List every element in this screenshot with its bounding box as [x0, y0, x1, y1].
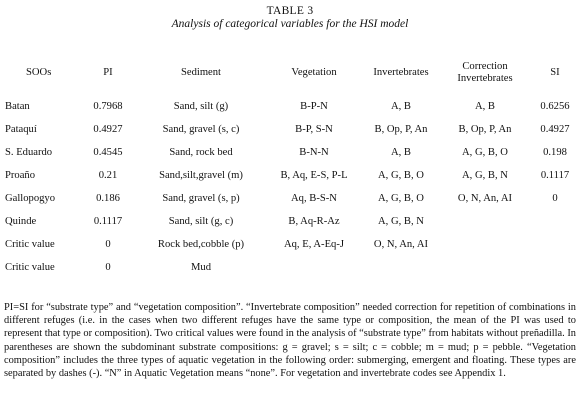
table-row: [0, 164, 580, 187]
cell-pi: 0: [105, 238, 111, 250]
cell-invertebrates: A, G, B, O: [378, 192, 424, 204]
header-vegetation: Vegetation: [291, 67, 337, 78]
cell-sediment: Sand, rock bed: [169, 146, 233, 158]
cell-sediment: Mud: [190, 261, 211, 273]
cell-pi: 0.7968: [93, 100, 123, 112]
cell-soo: Quinde: [5, 215, 37, 227]
cell-pi: 0.186: [96, 192, 120, 204]
cell-vegetation: Aq, B-S-N: [291, 192, 337, 204]
cell-soo: Proaño: [5, 169, 36, 181]
table-row: [0, 118, 580, 141]
cell-si: [530, 256, 580, 279]
header-pi: PI: [103, 67, 113, 78]
cell-sediment: Sand, gravel (s, p): [162, 192, 240, 204]
cell-si: [530, 233, 580, 256]
header-invertebrates: Invertebrates: [373, 67, 429, 78]
cell-si: 0.6256: [540, 100, 570, 112]
header-sediment: Sediment: [180, 67, 222, 78]
cell-correction: O, N, An, AI: [457, 192, 513, 204]
table-row: [0, 187, 580, 210]
table-row: [0, 256, 580, 279]
cell-pi: 0.4545: [93, 146, 123, 158]
cell-vegetation: B-N-N: [299, 146, 329, 158]
cell-correction: [440, 256, 530, 279]
table-row: [0, 141, 580, 164]
cell-soo: Gallopogyo: [5, 192, 56, 204]
cell-sediment: Sand, silt (g, c): [168, 215, 234, 227]
cell-correction: [440, 210, 530, 233]
table-number: TABLE 3: [266, 5, 314, 17]
cell-correction: [440, 233, 530, 256]
cell-soo: Batan: [5, 100, 30, 112]
cell-soo: Pataquí: [5, 123, 37, 135]
cell-vegetation: Aq, E, A-Eq-J: [283, 238, 345, 250]
cell-vegetation: B, Aq-R-Az: [288, 215, 340, 227]
cell-pi: 0.1117: [93, 215, 123, 227]
cell-invertebrates: O, N, An, AI: [373, 238, 429, 250]
cell-sediment: Sand, gravel (s, c): [162, 123, 240, 135]
cell-correction: A, G, B, O: [462, 146, 508, 158]
cell-invertebrates: B, Op, P, An: [374, 123, 428, 135]
cell-soo: Critic value: [5, 261, 55, 273]
cell-sediment: Sand, silt (g): [173, 100, 229, 112]
cell-sediment: Rock bed,cobble (p): [157, 238, 245, 250]
header-si: SI: [550, 67, 560, 78]
cell-si: 0: [552, 192, 558, 204]
table-header-row: [0, 53, 580, 93]
header-soos: SOOs: [26, 67, 52, 78]
cell-vegetation: B-P, S-N: [295, 123, 333, 135]
table-row: [0, 233, 580, 256]
cell-si: 0.198: [543, 146, 567, 158]
cell-si: [530, 210, 580, 233]
cell-pi: 0: [105, 261, 111, 273]
cell-sediment: Sand,silt,gravel (m): [159, 169, 243, 181]
table-footnote: PI=SI for “substrate type” and “vegetation composition”. “Invertebrate composition” needed correction for repetition of combinations in different refuges (i.e. in the cases when two different refuges have the same type or composition, the mean of the PI was used to represent that type or composition). Two critical values were found in the analysis of “substrate type” from habitats without preñadilla. In parentheses are shown the subdominant substrate compositions: g = gravel; s = silt; c = cobble; m = mud; p = pebble. “Vegetation composition” includes the three types of aquatic vegetation in the following order: submerging, emergent and floating. These types are separated by dashes (-). “N” in Aquatic Vegetation means “none”. For vegetation and invertebrate codes see Appendix 1.: [4, 302, 576, 380]
cell-pi: 0.21: [98, 169, 118, 181]
cell-soo: Critic value: [5, 238, 55, 250]
cell-vegetation: B, Aq, E-S, P-L: [280, 169, 348, 181]
cell-pi: 0.4927: [93, 123, 123, 135]
cell-invertebrates: [362, 256, 440, 279]
header-correction-invertebrates: Correction Invertebrates: [457, 61, 513, 84]
table-row: [0, 93, 580, 118]
cell-vegetation: B-P-N: [300, 100, 328, 112]
cell-invertebrates: A, G, B, O: [378, 169, 424, 181]
table-row: [0, 210, 580, 233]
cell-invertebrates: A, B: [390, 146, 411, 158]
cell-si: 0.1117: [540, 169, 570, 181]
cell-correction: B, Op, P, An: [458, 123, 512, 135]
cell-soo: S. Eduardo: [5, 146, 53, 158]
cell-correction: A, B: [474, 100, 495, 112]
hsi-categorical-table: [0, 53, 580, 279]
cell-vegetation: [266, 256, 362, 279]
cell-correction: A, G, B, N: [462, 169, 508, 181]
cell-invertebrates: A, G, B, N: [378, 215, 424, 227]
cell-invertebrates: A, B: [390, 100, 411, 112]
cell-si: 0.4927: [540, 123, 570, 135]
table-caption: Analysis of categorical variables for the HSI model: [171, 18, 409, 30]
